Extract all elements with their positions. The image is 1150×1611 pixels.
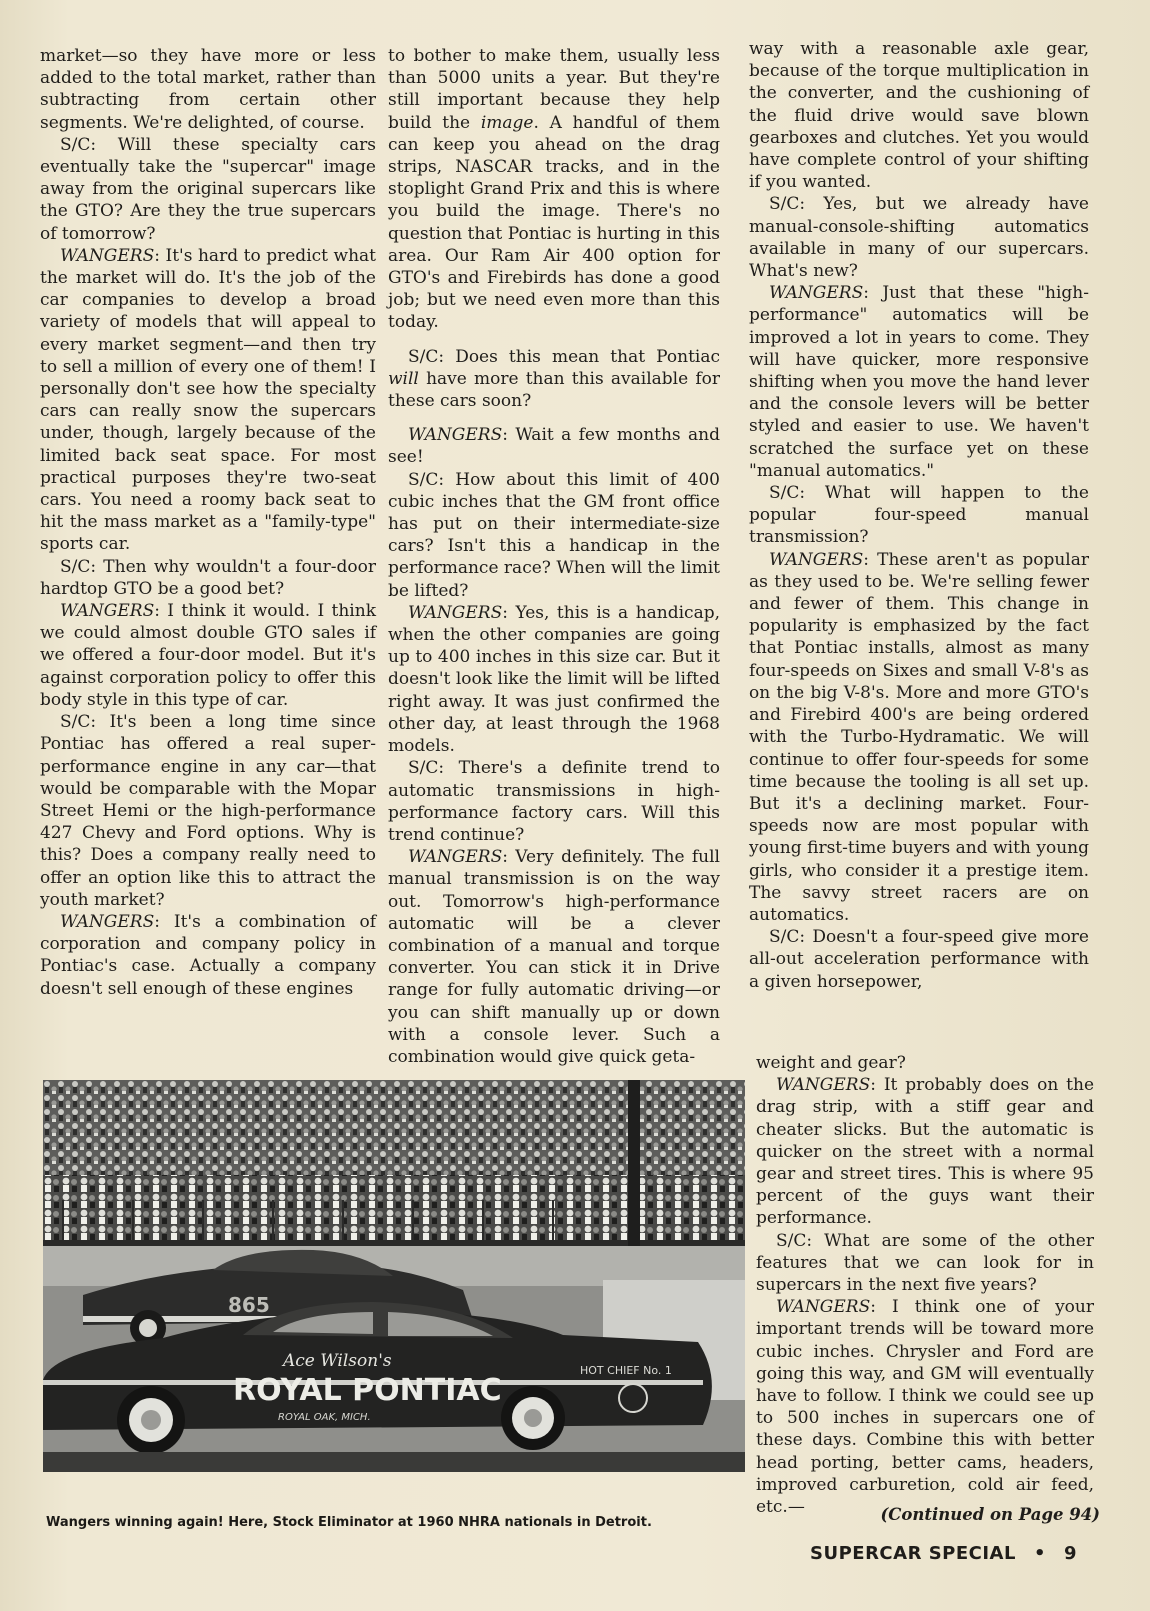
paragraph: weight and gear?: [756, 1053, 906, 1073]
paragraph: to bother to make them, usually less than 5000 units a year. But they're still important because they help build the image. A handful of them can keep you ahead on the drag strips, NASCAR tracks, and in the stoplight Grand Prix and this is where you build the image. There's no question that Pontiac is hurting in this area. Our Ram Air 400 option for GTO's and Firebirds has done a good job; but we need even more than this today.: [388, 46, 720, 333]
answer: WANGERS: Very definitely. The full manual transmission is on the way out. Tomorrow's high-performance automatic will be a clever combination of a manual and torque converter. You can stick it in Drive range for fully automatic driving—or you can shift manually up or down with a console lever. Such a combination would give quick geta-: [388, 847, 720, 1067]
speaker-name: WANGERS: [769, 549, 864, 570]
page-number: 9: [1063, 1543, 1078, 1564]
speaker-name: WANGERS: [60, 601, 155, 622]
speaker-name: WANGERS: [776, 1297, 871, 1318]
magazine-name: SUPERCAR SPECIAL: [810, 1543, 1016, 1564]
article-column-3: [749, 38, 1089, 993]
answer: WANGERS: Wait a few months and see!: [388, 425, 720, 468]
question: S/C: Will these specialty cars eventually take the "supercar" image away from the original supercars like the GTO? Are they the true supercars of tomorrow?: [40, 134, 376, 244]
answer: WANGERS: I think it would. I think we could almost double GTO sales if we offered a four-door model. But it's against corporation policy to offer this body style in this type of car.: [40, 601, 376, 710]
question: S/C: Yes, but we already have manual-console-shifting automatics available in many of our supercars. What's new?: [749, 194, 1089, 282]
answer: WANGERS: It's a combination of corporation and company policy in Pontiac's case. Actually a company doesn't sell enough of these engines: [40, 911, 376, 999]
question: S/C: There's a definite trend to automatic transmissions in high-performance factory cars. Will this trend continue?: [388, 758, 720, 845]
paragraph: way with a reasonable axle gear, because of the torque multiplication in the converter, and the cushioning of the fluid drive would save blown gearboxes and clutches. Yet you would have complete control of your shifting if you wanted.: [749, 39, 1089, 193]
car-lettering-dealer: Ace Wilson's: [283, 1351, 392, 1371]
continued-note: (Continued on Page 94): [880, 1505, 1100, 1524]
question: S/C: It's been a long time since Pontiac has offered a real super-performance engine in any car—that would be comparable with the Mopar Street Hemi or the high-performance 427 Chevy and Ford options. Why is this? Does a company really need to offer an option like this to attract the youth market?: [40, 712, 376, 910]
answer: WANGERS: Yes, this is a handicap, when the other companies are going up to 400 inches in this size car. But it doesn't look like the limit will be lifted right away. It was just confirmed the other day, at least through the 1968 models.: [388, 602, 720, 757]
answer: WANGERS: It probably does on the drag strip, with a stiff gear and cheater slicks. But the automatic is quicker on the street with a normal gear and street tires. This is where 95 percent of the guys want their performance.: [756, 1075, 1094, 1229]
answer: WANGERS: It's hard to predict what the market will do. It's the job of the car companies to develop a broad variety of models that will appeal to every market segment—and then try to sell a million of every one of them! I personally don't see how the specialty cars can really snow the supercars under, though, largely because of the limited back seat space. For most practical purposes they're two-seat cars. You need a roomy back seat to hit the mass market as a "family-type" sports car.: [40, 245, 376, 555]
car-lettering-city: ROYAL OAK, MICH.: [278, 1412, 371, 1423]
rear-car-number: 865: [228, 1293, 270, 1317]
car-lettering-hot-chief: HOT CHIEF No. 1: [580, 1364, 672, 1377]
question: S/C: Doesn't a four-speed give more all-out acceleration performance with a given horsepower,: [749, 927, 1089, 992]
speaker-name: WANGERS: [60, 245, 155, 266]
question: S/C: Does this mean that Pontiac will have more than this available for these cars soon?: [388, 346, 720, 412]
question: S/C: How about this limit of 400 cubic inches that the GM front office has put on their intermediate-size cars? Isn't this a handicap in the performance race? When will the limit be lifted?: [388, 469, 720, 601]
speaker-name: WANGERS: [408, 602, 503, 623]
answer: WANGERS: These aren't as popular as they used to be. We're selling fewer and fewer of them. This change in popularity is emphasized by the fact that Pontiac installs, almost as many four-speeds on Sixes and small V-8's as on the big V-8's. More and more GTO's and Firebird 400's are being ordered with the Turbo-Hydramatic. We will continue to offer four-speeds for some time because the tooling is all set up. But it's a declining market. Four-speeds now are most popular with young first-time buyers and with young girls, who consider it a prestige item. The savvy street racers are on automatics.: [749, 549, 1089, 925]
speaker-name: WANGERS: [60, 911, 155, 932]
article-column-2: [388, 45, 720, 1068]
page-footer: [810, 1543, 1110, 1564]
drag-race-photo: [43, 1080, 745, 1472]
speaker-name: WANGERS: [408, 425, 503, 446]
article-column-3-continued: [756, 1052, 1094, 1518]
question: S/C: Then why wouldn't a four-door hardtop GTO be a good bet?: [40, 556, 376, 599]
question: S/C: What are some of the other features that we can look for in supercars in the next five years?: [756, 1230, 1094, 1296]
article-column-1: [40, 45, 376, 1000]
answer: WANGERS: I think one of your important trends will be toward more cubic inches. Chrysler and Ford are going this way, and GM will eventually have to follow. I think we could see up to 500 inches in supercars one of these days. Combine this with better head porting, better cams, headers, improved carburetion, cold air feed, etc.—: [756, 1297, 1094, 1518]
speaker-name: WANGERS: [408, 847, 503, 868]
speaker-name: WANGERS: [769, 283, 864, 304]
speaker-name: WANGERS: [776, 1075, 871, 1096]
photo-caption: Wangers winning again! Here, Stock Eliminator at 1960 NHRA nationals in Detroit.: [46, 1515, 652, 1530]
question: S/C: What will happen to the popular four-speed manual transmission?: [749, 483, 1089, 548]
paragraph: market—so they have more or less added to the total market, rather than subtracting from certain other segments. We're delighted, of course.: [40, 46, 376, 133]
car-lettering-royal-pontiac: ROYAL PONTIAC: [233, 1373, 502, 1408]
answer: WANGERS: Just that these "high-performance" automatics will be improved a lot in years to come. They will have quicker, more responsive shifting when you move the hand lever and the console levers will be better styled and easier to use. We haven't scratched the surface yet on these "manual automatics.": [749, 283, 1089, 481]
bullet-separator: •: [1033, 1543, 1046, 1564]
